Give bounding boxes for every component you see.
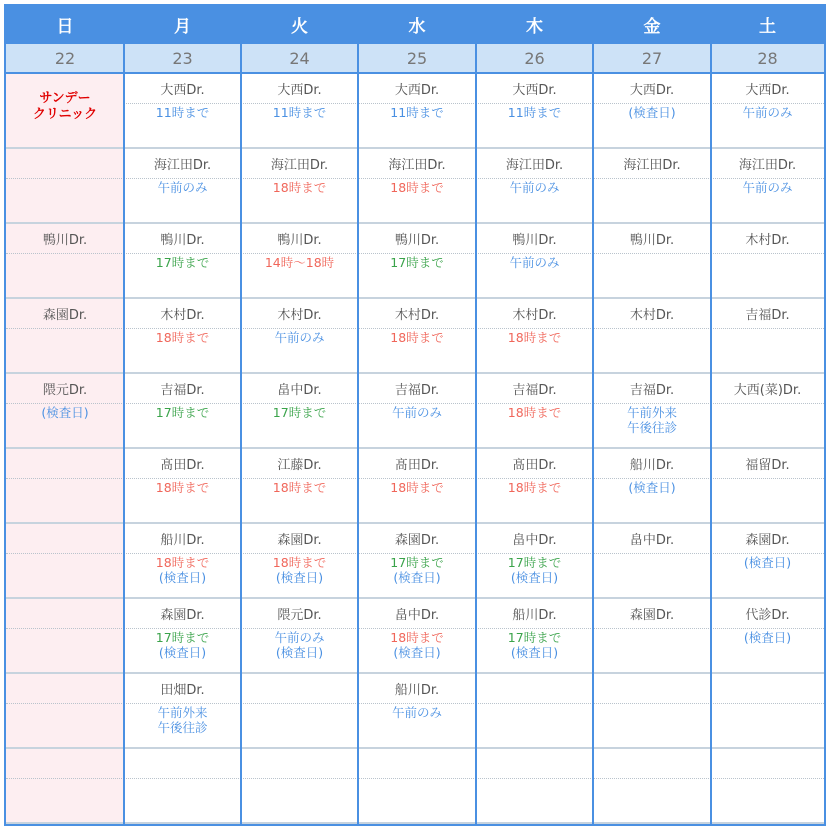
hours-note	[358, 330, 476, 345]
doctor-name: 田畑Dr.	[124, 674, 241, 704]
schedule-cell	[593, 224, 711, 299]
hours-note-line: 午前のみ	[157, 180, 208, 195]
doctor-name	[6, 449, 124, 479]
date-cell-sun: 22	[6, 42, 124, 74]
doctor-name: 鴨川Dr.	[476, 224, 593, 254]
hours-note-line: (検査日)	[743, 555, 792, 570]
schedule-cell	[6, 599, 124, 674]
doctor-name	[476, 749, 593, 779]
doctor-name: 畠中Dr.	[476, 524, 593, 554]
hours-note-line: 18時まで	[272, 555, 327, 570]
schedule-cell	[6, 74, 124, 149]
schedule-cell	[241, 524, 358, 599]
hours-note-line: 18時まで	[507, 480, 562, 495]
schedule-cell	[593, 749, 711, 824]
doctor-name: 森園Dr.	[124, 599, 241, 629]
column-divider	[475, 6, 477, 824]
doctor-name	[6, 524, 124, 554]
hours-note	[124, 705, 241, 735]
doctor-name	[6, 149, 124, 179]
schedule-cell	[711, 149, 824, 224]
doctor-name: 海江田Dr.	[241, 149, 358, 179]
hours-note-line: 11時まで	[390, 105, 444, 120]
doctor-name: 大西Dr.	[124, 74, 241, 104]
hours-note	[241, 330, 358, 345]
hours-note-line: 14時〜18時	[264, 255, 335, 270]
hours-note-line: (検査日)	[510, 645, 559, 660]
hours-note-line: (検査日)	[393, 570, 441, 585]
schedule-cell	[358, 749, 476, 824]
doctor-name	[124, 749, 241, 779]
schedule-cell	[124, 599, 241, 674]
doctor-name: 木村Dr.	[476, 299, 593, 329]
doctor-name: 畠中Dr.	[593, 524, 711, 554]
doctor-name: 髙田Dr.	[358, 449, 476, 479]
column-divider	[710, 6, 712, 824]
schedule-cell	[6, 524, 124, 599]
doctor-name	[241, 674, 358, 704]
hours-note	[358, 630, 476, 660]
hours-note	[241, 405, 358, 420]
hours-note	[711, 555, 824, 570]
hours-note-line: 17時まで	[155, 405, 210, 420]
hours-note-line: 午前外来	[157, 705, 208, 720]
hours-note	[358, 255, 476, 270]
hours-note-line: 18時まで	[155, 555, 210, 570]
schedule-cell	[476, 149, 593, 224]
doctor-name: 大西Dr.	[593, 74, 711, 104]
hours-note	[593, 105, 711, 120]
date-cell-tue: 24	[241, 42, 358, 74]
doctor-name: 海江田Dr.	[711, 149, 824, 179]
hours-note	[711, 180, 824, 195]
schedule-cell	[358, 674, 476, 749]
schedule-cell	[6, 749, 124, 824]
schedule-cell	[593, 599, 711, 674]
schedule-cell	[6, 674, 124, 749]
schedule-cell	[593, 524, 711, 599]
hours-note	[358, 180, 476, 195]
hours-note	[124, 630, 241, 660]
day-column-wed	[358, 6, 476, 824]
hours-note	[241, 630, 358, 660]
doctor-name: 隈元Dr.	[241, 599, 358, 629]
schedule-cell	[358, 224, 476, 299]
schedule-cell	[593, 374, 711, 449]
schedule-cell	[241, 674, 358, 749]
doctor-name: 代診Dr.	[711, 599, 824, 629]
doctor-name: 江藤Dr.	[241, 449, 358, 479]
schedule-cell	[476, 299, 593, 374]
hours-note	[124, 405, 241, 420]
column-divider	[123, 6, 125, 824]
hours-note-line: 17時まで	[272, 405, 327, 420]
schedule-cell	[241, 149, 358, 224]
hours-note-line: 午前外来	[626, 405, 677, 420]
weekday-header-thu: 木	[476, 6, 593, 42]
schedule-cell	[241, 749, 358, 824]
hours-note-line: 17時まで	[155, 255, 210, 270]
date-cell-mon: 23	[124, 42, 241, 74]
hours-note-line: 18時まで	[272, 180, 327, 195]
schedule-cell	[124, 224, 241, 299]
doctor-name: 鴨川Dr.	[358, 224, 476, 254]
hours-note-line: (検査日)	[510, 570, 559, 585]
hours-note-line: 17時まで	[390, 555, 444, 570]
weekly-schedule-calendar	[4, 4, 826, 826]
hours-note-line: 18時まで	[155, 330, 210, 345]
hours-note-line: 午後往診	[626, 420, 677, 435]
doctor-name: 大西Dr.	[358, 74, 476, 104]
hours-note-line: (検査日)	[275, 645, 324, 660]
schedule-cell	[358, 74, 476, 149]
schedule-cell	[476, 74, 593, 149]
hours-note	[358, 555, 476, 585]
hours-note	[358, 105, 476, 120]
doctor-name: 吉福Dr.	[593, 374, 711, 404]
schedule-cell	[6, 224, 124, 299]
doctor-name: 髙田Dr.	[124, 449, 241, 479]
doctor-name: 木村Dr.	[124, 299, 241, 329]
doctor-name	[593, 749, 711, 779]
schedule-cell	[593, 299, 711, 374]
hours-note-line: 18時まで	[272, 480, 327, 495]
doctor-name: 海江田Dr.	[358, 149, 476, 179]
column-divider	[357, 6, 359, 824]
schedule-cell	[124, 674, 241, 749]
doctor-name: 森園Dr.	[593, 599, 711, 629]
schedule-cell	[124, 149, 241, 224]
sunday-clinic-label: サンデー クリニック	[32, 91, 98, 122]
schedule-cell	[476, 524, 593, 599]
schedule-cell	[711, 224, 824, 299]
hours-note	[124, 330, 241, 345]
schedule-cell	[241, 224, 358, 299]
schedule-cell	[358, 374, 476, 449]
hours-note-line: 18時まで	[390, 630, 444, 645]
doctor-name: 大西Dr.	[241, 74, 358, 104]
hours-note	[476, 105, 593, 120]
doctor-name: 吉福Dr.	[476, 374, 593, 404]
doctor-name: 鴨川Dr.	[241, 224, 358, 254]
doctor-name: 森園Dr.	[358, 524, 476, 554]
doctor-name: 吉福Dr.	[711, 299, 824, 329]
hours-note-line: 18時まで	[390, 180, 444, 195]
doctor-name: 船川Dr.	[476, 599, 593, 629]
schedule-cell	[6, 449, 124, 524]
schedule-cell	[711, 74, 824, 149]
hours-note	[476, 330, 593, 345]
weekday-header-sat: 土	[711, 6, 824, 42]
doctor-name: 船川Dr.	[358, 674, 476, 704]
schedule-cell	[476, 599, 593, 674]
hours-note-line: 午前のみ	[509, 255, 560, 270]
doctor-name: 木村Dr.	[241, 299, 358, 329]
hours-note-line: 17時まで	[507, 555, 562, 570]
doctor-name: 畠中Dr.	[358, 599, 476, 629]
schedule-cell	[358, 449, 476, 524]
doctor-name: 福留Dr.	[711, 449, 824, 479]
schedule-cell	[358, 149, 476, 224]
hours-note	[124, 555, 241, 585]
doctor-name: 木村Dr.	[711, 224, 824, 254]
hours-note-line: 午前のみ	[742, 180, 793, 195]
hours-note-line: 17時まで	[507, 630, 562, 645]
doctor-name	[711, 674, 824, 704]
hours-note-line: (検査日)	[628, 480, 676, 495]
hours-note-line: 11時まで	[155, 105, 210, 120]
hours-note-line: 午前のみ	[742, 105, 793, 120]
doctor-name: 海江田Dr.	[476, 149, 593, 179]
schedule-cell	[711, 374, 824, 449]
doctor-name: 畠中Dr.	[241, 374, 358, 404]
hours-note-line: (検査日)	[393, 645, 441, 660]
schedule-cell	[593, 674, 711, 749]
doctor-name	[476, 674, 593, 704]
hours-note-line: 11時まで	[272, 105, 327, 120]
hours-note-line: 午前のみ	[274, 330, 325, 345]
hours-note-line: 18時まで	[507, 405, 562, 420]
hours-note	[124, 180, 241, 195]
doctor-name: 木村Dr.	[593, 299, 711, 329]
schedule-cell	[711, 674, 824, 749]
doctor-name: 森園Dr.	[711, 524, 824, 554]
doctor-name: 鴨川Dr.	[593, 224, 711, 254]
day-column-sat	[711, 6, 824, 824]
hours-note-line: (検査日)	[275, 570, 324, 585]
doctor-name: 海江田Dr.	[593, 149, 711, 179]
hours-note-line: (検査日)	[743, 630, 792, 645]
hours-note-line: 午前のみ	[391, 405, 442, 420]
schedule-cell	[124, 374, 241, 449]
schedule-cell	[711, 599, 824, 674]
weekday-header-fri: 金	[593, 6, 711, 42]
hours-note-line: (検査日)	[158, 570, 207, 585]
hours-note-line: 午前のみ	[391, 705, 442, 720]
schedule-cell	[711, 299, 824, 374]
weekday-header-mon: 月	[124, 6, 241, 42]
doctor-name: 大西Dr.	[476, 74, 593, 104]
hours-note	[476, 180, 593, 195]
hours-note	[711, 630, 824, 645]
doctor-name: 船川Dr.	[593, 449, 711, 479]
day-column-tue	[241, 6, 358, 824]
date-cell-wed: 25	[358, 42, 476, 74]
schedule-cell	[476, 374, 593, 449]
date-cell-thu: 26	[476, 42, 593, 74]
doctor-name: 木村Dr.	[358, 299, 476, 329]
hours-note-line: 午前のみ	[509, 180, 560, 195]
day-column-sun	[6, 6, 124, 824]
hours-note-line: (検査日)	[41, 405, 89, 420]
doctor-name: 隈元Dr.	[6, 374, 124, 404]
day-column-thu	[476, 6, 593, 824]
weekday-header-wed: 水	[358, 6, 476, 42]
schedule-cell	[476, 674, 593, 749]
schedule-cell	[6, 374, 124, 449]
hours-note	[593, 405, 711, 435]
doctor-name: 吉福Dr.	[124, 374, 241, 404]
hours-note	[476, 555, 593, 585]
hours-note	[358, 405, 476, 420]
doctor-name	[358, 749, 476, 779]
schedule-cell	[124, 449, 241, 524]
doctor-name	[6, 749, 124, 779]
date-cell-fri: 27	[593, 42, 711, 74]
hours-note	[241, 480, 358, 495]
hours-note-line: 18時まで	[507, 330, 562, 345]
weekday-header-tue: 火	[241, 6, 358, 42]
hours-note	[6, 405, 124, 420]
schedule-cell	[6, 299, 124, 374]
hours-note	[241, 555, 358, 585]
hours-note	[593, 480, 711, 495]
hours-note-line: 午前のみ	[274, 630, 325, 645]
hours-note	[476, 405, 593, 420]
day-column-mon	[124, 6, 241, 824]
doctor-name	[593, 674, 711, 704]
hours-note	[241, 105, 358, 120]
doctor-name: 大西Dr.	[711, 74, 824, 104]
doctor-name: 森園Dr.	[6, 299, 124, 329]
schedule-cell	[593, 449, 711, 524]
doctor-name	[711, 749, 824, 779]
hours-note-line: 18時まで	[155, 480, 210, 495]
doctor-name: 鴨川Dr.	[6, 224, 124, 254]
doctor-name: 森園Dr.	[241, 524, 358, 554]
hours-note-line: 午後往診	[157, 720, 208, 735]
hours-note	[124, 105, 241, 120]
schedule-cell	[358, 299, 476, 374]
schedule-cell	[241, 374, 358, 449]
hours-note-line: 18時まで	[390, 480, 444, 495]
hours-note	[358, 705, 476, 720]
hours-note	[241, 180, 358, 195]
column-divider	[240, 6, 242, 824]
weekday-header-sun: 日	[6, 6, 124, 42]
schedule-cell	[593, 74, 711, 149]
doctor-name	[241, 749, 358, 779]
schedule-cell	[241, 74, 358, 149]
schedule-cell	[124, 299, 241, 374]
hours-note	[241, 255, 358, 270]
doctor-name: 海江田Dr.	[124, 149, 241, 179]
hours-note-line: 11時まで	[507, 105, 562, 120]
hours-note-line: 17時まで	[390, 255, 444, 270]
schedule-cell	[124, 74, 241, 149]
hours-note	[124, 480, 241, 495]
doctor-name: 髙田Dr.	[476, 449, 593, 479]
hours-note	[711, 105, 824, 120]
schedule-cell	[124, 524, 241, 599]
hours-note-line: (検査日)	[158, 645, 207, 660]
hours-note	[358, 480, 476, 495]
doctor-name: 大西(菜)Dr.	[711, 374, 824, 404]
schedule-cell	[711, 749, 824, 824]
schedule-cell	[711, 524, 824, 599]
hours-note	[476, 630, 593, 660]
doctor-name	[6, 674, 124, 704]
doctor-name: 吉福Dr.	[358, 374, 476, 404]
doctor-name: 船川Dr.	[124, 524, 241, 554]
schedule-cell	[6, 149, 124, 224]
schedule-cell	[358, 599, 476, 674]
column-divider	[592, 6, 594, 824]
hours-note	[124, 255, 241, 270]
hours-note-line: 17時まで	[155, 630, 210, 645]
schedule-cell	[476, 224, 593, 299]
schedule-cell	[358, 524, 476, 599]
hours-note	[476, 480, 593, 495]
date-cell-sat: 28	[711, 42, 824, 74]
schedule-cell	[241, 299, 358, 374]
schedule-cell	[476, 449, 593, 524]
doctor-name: 鴨川Dr.	[124, 224, 241, 254]
schedule-cell	[593, 149, 711, 224]
hours-note-line: (検査日)	[628, 105, 676, 120]
schedule-cell	[124, 749, 241, 824]
schedule-cell	[241, 449, 358, 524]
schedule-cell	[711, 449, 824, 524]
schedule-cell	[476, 749, 593, 824]
schedule-cell	[241, 599, 358, 674]
day-column-fri	[593, 6, 711, 824]
doctor-name	[6, 599, 124, 629]
hours-note	[476, 255, 593, 270]
hours-note-line: 18時まで	[390, 330, 444, 345]
